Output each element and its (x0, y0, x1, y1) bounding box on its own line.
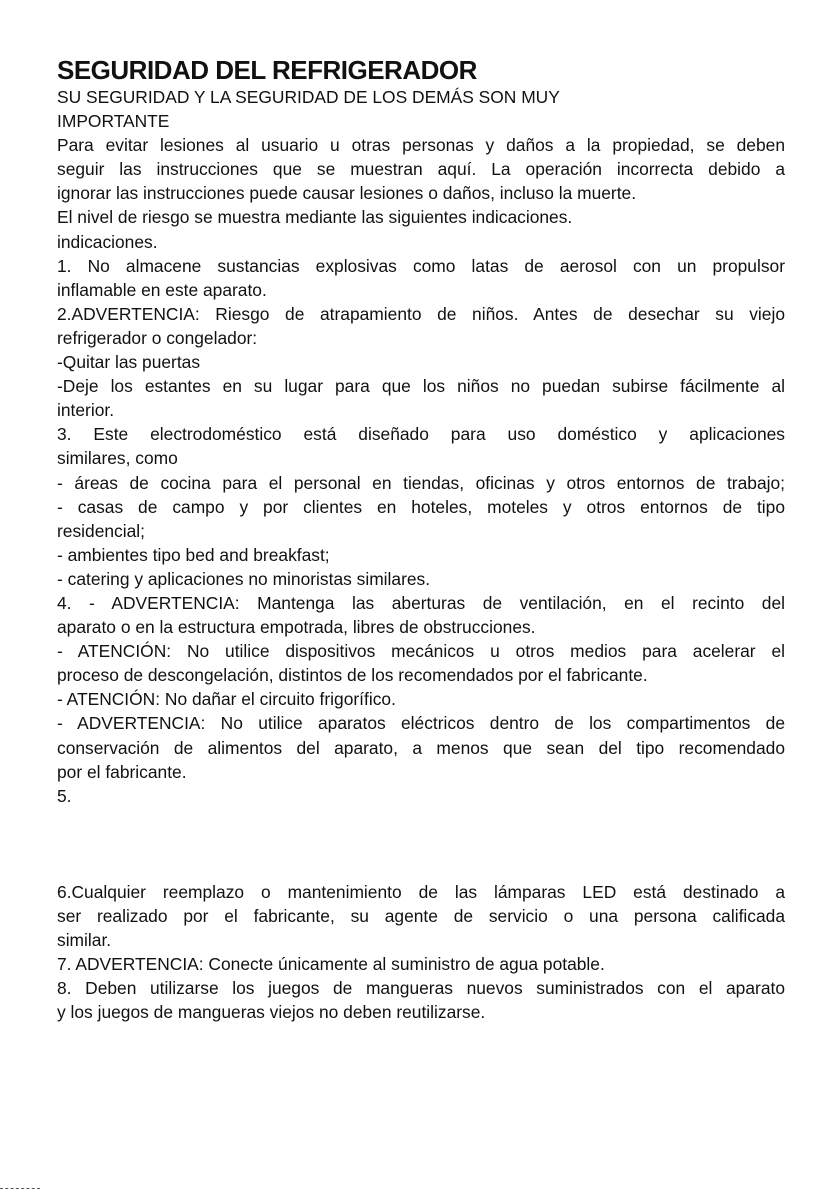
text-line: -Deje los estantes en su lugar para que los niños no puedan subirse fácilmente al (57, 376, 785, 397)
text-line: ser realizado por el fabricante, su agente de servicio o una persona calificada (57, 905, 785, 926)
page-title: SEGURIDAD DEL REFRIGERADOR (57, 55, 477, 85)
text-line: - ATENCIÓN: No utilice dispositivos mecánicos u otros medios para acelerar el (57, 641, 785, 662)
text-line: 5. (57, 785, 72, 806)
blank-space (57, 808, 785, 880)
text-line: - áreas de cocina para el personal en tiendas, oficinas y otros entornos de trabajo; (57, 472, 785, 493)
subtitle-line-2: IMPORTANTE (57, 111, 170, 132)
text-line: conservación de alimentos del aparato, a menos que sean del tipo recomendado (57, 737, 785, 758)
text-line: indicaciones. (57, 231, 158, 252)
text-line: seguir las instrucciones que se muestran aquí. La operación incorrecta debido a (57, 159, 785, 180)
text-line: residencial; (57, 520, 145, 541)
text-line: similar. (57, 930, 112, 950)
scan-edge-mark (0, 1188, 40, 1190)
text-line: - casas de campo y por clientes en hoteles, moteles y otros entornos de tipo (57, 496, 785, 517)
text-line: ignorar las instrucciones puede causar lesiones o daños, incluso la muerte. (57, 183, 637, 204)
text-line: proceso de descongelación, distintos de los recomendados por el fabricante. (57, 665, 648, 686)
text-line: 6.Cualquier reemplazo o mantenimiento de las lámparas LED está destinado a (57, 881, 785, 902)
text-line: 7. ADVERTENCIA: Conecte únicamente al suministro de agua potable. (57, 954, 605, 975)
text-line: por el fabricante. (57, 761, 187, 782)
subtitle-line-1: SU SEGURIDAD Y LA SEGURIDAD DE LOS DEMÁS SON MUY (57, 87, 560, 107)
text-line: El nivel de riesgo se muestra mediante las siguientes indicaciones. (57, 207, 573, 228)
text-line: 4. - ADVERTENCIA: Mantenga las aberturas de ventilación, en el recinto del (57, 592, 785, 613)
text-line: refrigerador o congelador: (57, 327, 258, 348)
text-line: 1. No almacene sustancias explosivas como latas de aerosol con un propulsor (57, 255, 785, 276)
text-line: interior. (57, 400, 115, 421)
text-line: aparato o en la estructura empotrada, libres de obstrucciones. (57, 617, 536, 638)
text-line: -Quitar las puertas (57, 352, 201, 373)
text-line: 3. Este electrodoméstico está diseñado para uso doméstico y aplicaciones (57, 424, 785, 445)
text-line: - ambientes tipo bed and breakfast; (57, 544, 330, 565)
text-line: inflamable en este aparato. (57, 279, 267, 300)
text-line: 2.ADVERTENCIA: Riesgo de atrapamiento de niños. Antes de desechar su viejo (57, 303, 785, 324)
text-line: similares, como (57, 448, 178, 469)
text-line: y los juegos de mangueras viejos no deben reutilizarse. (57, 1002, 486, 1023)
text-line: - catering y aplicaciones no minoristas similares. (57, 568, 431, 589)
text-line: - ADVERTENCIA: No utilice aparatos eléctricos dentro de los compartimentos de (57, 713, 785, 734)
text-line: 8. Deben utilizarse los juegos de mangueras nuevos suministrados con el aparato (57, 978, 785, 999)
text-line: - ATENCIÓN: No dañar el circuito frigorífico. (57, 689, 396, 710)
document-page (57, 55, 785, 1024)
text-line: Para evitar lesiones al usuario u otras personas y daños a la propiedad, se deben (57, 135, 785, 156)
